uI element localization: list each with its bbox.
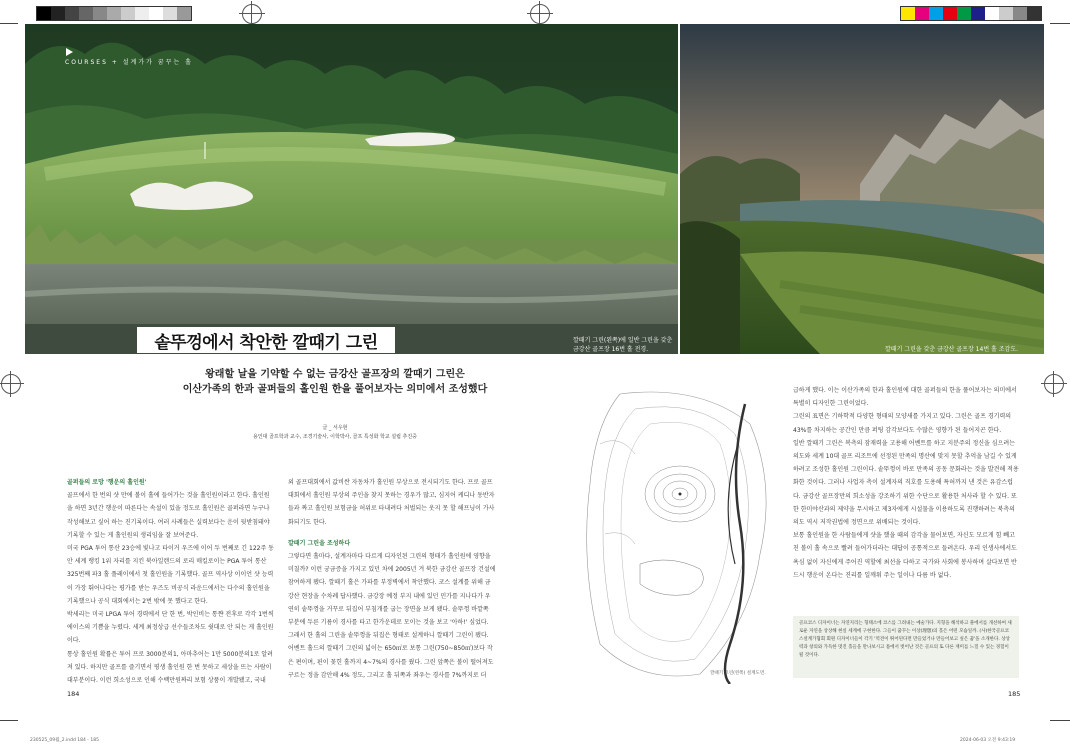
paragraph: 그린의 표면은 기하학적 다양한 형태의 모양새를 가지고 있다. 그린은 골프 경기력의 43%를 차지하는 공간인 만큼 퍼팅 감각보다도 수많은 영향가 된 들어지곤 한다.: [793, 413, 1012, 434]
print-timestamp: 2024-06-03 오전 9:43:19: [960, 738, 1016, 743]
registration-mark-icon: [242, 4, 262, 24]
section-heading: 깔때기 그린을 조성하다: [288, 539, 351, 547]
crop-mark: [1050, 23, 1070, 24]
crop-mark: [0, 720, 18, 721]
aerial-rendering-photo: [680, 24, 1044, 354]
registration-mark-icon: [530, 4, 550, 24]
page-number-right: 185: [1008, 690, 1021, 698]
page-number-left: 184: [67, 690, 80, 698]
paragraph: 급하게 했다. 이는 이산가족의 한과 홀인원에 대한 골퍼들의 한을 풀어보자는 의미에서 특별히 디자인한 그린이었다.: [793, 387, 1017, 408]
golf-green-photo: [25, 24, 678, 354]
file-info: 230525_09월_2.indd 184 - 185: [30, 738, 99, 743]
registration-mark-icon: [1044, 374, 1064, 394]
paragraph: 통상 홀인원 확률은 투어 프로 3000분의1, 아마추어는 1만 5000분의1로 알려져 있다. 하지만 골프를 즐기면서 평생 홀인원 한 번 못하고 세상을 뜨는 사람이 대부분이다. 이런 희소성으로 인해 수백만원짜리 보험 상품이 개발됐고, 국내: [67, 650, 273, 685]
byline-affiliation: 용인대 골프학과 교수, 조경기술사, 이학박사, 골프 특성화 학교 설립 추진중: [253, 434, 417, 440]
series-info-box: [793, 616, 1019, 678]
grayscale-bar: [36, 6, 192, 21]
paragraph: 박세리는 미국 LPGA 투어 경력에서 단 한 번, 박인비는 통쨘 전후로 각각 1번씩 에이스의 기쁨을 누렸다. 세계 최정상급 선수들조차도 쉿대로 안 되는 게 홀인원이다.: [67, 611, 274, 645]
paragraph: 미국 PGA 투어 통산 23승에 빛나고 타이거 우즈에 이어 두 번째로 긴 122주 동안 세계 랭킹 1위 자리를 지킨 북아일랜드의 로리 매킬로이는 PGA 투어 통산 325번째 파3 홀 플레이에서 첫 홀인원을 기록했다. 골프 역사상 이이언 샷 능력이 가장 뛰어나다는 평가를 받는 우즈도 비공식 라운드에서는 다수의 홀인원을 기록했으나 공식 대회에서는 2번 밖에 못 했다고 한다.: [67, 545, 274, 605]
section-tag: COURSES + 설계가가 꿈꾸는 홀: [65, 59, 193, 66]
paragraph: 보통 홀인원을 한 사람들에게 샷을 했을 때의 감각을 물어보면, 자신도 모르게 힘 빼고 친 볼이 홀 속으로 빨려 들어가더라는 대답이 공통적으로 들려온다. 우리 인생사에서도 욕심 없이 자신에게 주어진 역할에 최선을 다하고 국가와 사회에 봉사하며 살다보면 반드시 행운이 온다는 진리를 일깨워 주는 일이나 다름 바 없다.: [793, 532, 1017, 579]
left-photo-caption: 깔때기 그린(왼쪽)에 일반 그린을 갖춘 금강산 골프장 16번 홀 전경.: [573, 337, 673, 353]
subtitle-line-1: 왕래할 날을 기약할 수 없는 금강산 골프장의 깔때기 그린은: [205, 369, 465, 380]
byline-author: 글 _ 서우현: [322, 425, 348, 431]
text-column-2: [288, 476, 496, 682]
title-box: [137, 327, 395, 353]
paragraph: 그렇다면 홀마다, 설계자마다 다르게 디자인된 그린의 형태가 홀인원에 영향을 미칠까? 이런 궁금증을 가지고 있던 차에 2005년 겨 북한 금강산 골프장 건설에 참여하게 됐다. 깔때기 홀은 가파를 부정벽에서 착안했다. 코스 설계를 위해 금강산 현장을 수차례 답사했다. 금강장 예정 부지 내에 있던 민가를 지나다가 우연히 솥뚜껑을 거꾸로 뒤집어 부침개를 굽는 장면을 보게 됐다. 솥뚜껑 바깥쪽 부분에 두른 기름이 경사를 타고 한가운데로 모이는 것을 보고 '아하!' 싶었다.: [288, 553, 496, 627]
right-photo-caption: 깔때기 그린을 갖춘 금강산 골프장 14번 홀 조감도.: [885, 346, 1019, 353]
series-info-text: 골프코스 디자이너는 자연지리는 형태소에 코스를 그려내는 예술가다. 지형을 해석하고 풀에서를 개선하여 새로운 자연을 상상해 현실 세계에 구현한다. 그들이 꿈꾸는 이상(理想)의 홀은 어떤 모습일까. (사)한국골프코스설계가협회 회원 디자이너들이 각기 '역견이 뛰어된다면 만들었거나 만들어보고 싶은 꿈'을 소개한다. 상상력과 창의와 가득한 멋진 홀들을 만나보시고 틀에서 벗어난 것은 골프의 또 다른 재미를 느낄 수 있는 경험이 될 것이다.: [799, 621, 1012, 658]
section-heading: 골퍼들의 로망 '행운의 홀인원': [67, 479, 147, 486]
text-column-3: [793, 384, 1019, 582]
registration-mark-icon: [1, 374, 21, 394]
paragraph: 골프에서 한 번의 샷 만에 볼이 홀에 들어가는 것을 홀인원이라고 한다. 홀인원을 하면 3년간 행운이 따른다는 속설이 있을 정도로 홀인원은 골퍼라면 누구나 작성해보고 싶어 하는 진기록이다. 여러 사례들은 실력보다는 운이 뒷받침돼야 기록할 수 있는 게 홀인원의 생리임을 잘 보여준다.: [67, 492, 270, 539]
crop-mark: [1050, 720, 1070, 721]
map-caption: 깔때기 그린(왼쪽) 설계도면.: [710, 671, 766, 676]
subtitle-line-2: 이산가족의 한과 골퍼들의 홀인원 한을 풀어보자는 의미에서 조성했다: [182, 384, 488, 395]
crop-mark: [0, 23, 18, 24]
paragraph: 그래서 한 홀의 그린을 솥뚜껑을 뒤집은 형태로 설계하니 깔때기 그린이 됐다. 어벤트 홀드의 깔때기 그린의 넓이는 650㎡로 보통 그린(750~850㎡)보다 작은 편이며, 핀이 꽂힌 홀까지 4~7%의 경사를 줬다. 그린 앞쪽은 볼이 떨어져도 구르는 정을 감안해 4% 정도, 그리고 홀 뒤쪽과 좌우는 경사를 7%까지로 더: [288, 632, 494, 679]
paragraph: 일반 깔때기 그린은 복측의 잠재력을 고용해 어벤트를 하고 지분주의 정신을 심으려는 의도와 세계 10대 골프 리조트에 선정된 만족의 명산에 맞지 못할 추억을 남길 수 있게 하려고 조성한 홀인원 그린이다. 솥뚜껑이 바로 만족의 공동 문화라는 것을 발견해 적용화한 것이다. 그러나 사업자 측이 설계자의 직호를 도용해 특허까지 낸 것은 유감스럽다. 금강산 골프장만의 희소성을 강조하기 위한 수단으로 활용한 처사라 할 수 있다. 또한 한미야산과의 제약을 무시하고 제3자에게 시설물을 이용하도록 진행하려는 북측의 의도 역시 저작권법에 정면으로 위배되는 것이다.: [793, 439, 1019, 527]
green-design-plan: [580, 384, 776, 684]
color-bar: [900, 6, 1042, 21]
page-title: 솥뚜껑에서 착안한 깔때기 그린: [154, 332, 378, 353]
flag-icon: [66, 48, 73, 56]
paragraph: 외 골프대회에서 값비싼 자동차가 홀인원 부상으로 전시되기도 한다. 프로 골프대회에서 홀인원 부상의 주인을 찾지 못하는 경우가 많고, 심지어 케디나 동반자들과 짜고 홀인원 보험금을 허위로 타내려다 처벌되는 웃지 못 할 해프닝이 가사화되기도 한다.: [288, 479, 495, 526]
text-column-1: [67, 476, 275, 687]
